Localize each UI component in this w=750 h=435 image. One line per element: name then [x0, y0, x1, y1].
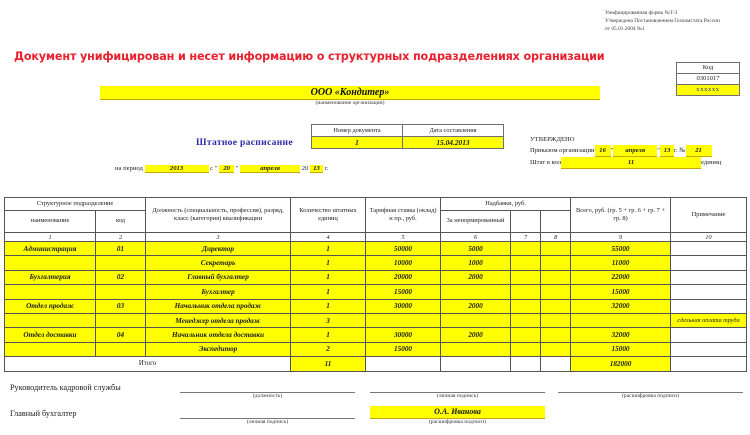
cell-allow3[interactable]: [541, 242, 571, 256]
hr-head-signature-caption: (личная подпись): [436, 393, 479, 399]
cell-allow1[interactable]: 5000: [441, 242, 511, 256]
colnum-2: 2: [96, 233, 146, 242]
cell-unit[interactable]: Администрация: [5, 242, 96, 256]
cell-allow2[interactable]: [511, 285, 541, 299]
chief-accountant-name-value[interactable]: О.А. Иванова: [370, 406, 545, 419]
cell-allow2[interactable]: [511, 313, 541, 327]
cell-position[interactable]: Директор: [146, 242, 291, 256]
cell-position[interactable]: Начальник отдела продаж: [146, 299, 291, 313]
cell-total[interactable]: 32000: [571, 328, 671, 342]
cell-rate[interactable]: 10000: [366, 256, 441, 270]
cell-total[interactable]: 55000: [571, 242, 671, 256]
cell-count[interactable]: 3: [291, 313, 366, 327]
kod-okud-value: 0301017: [677, 74, 739, 85]
cell-note[interactable]: [671, 242, 747, 256]
table-row: [5, 313, 747, 327]
kod-box: [676, 62, 740, 96]
cell-total[interactable]: 32000: [571, 299, 671, 313]
header-note: Примечание: [671, 198, 747, 233]
table-header-row-1: [5, 198, 747, 211]
colnum-5: 5: [366, 233, 441, 242]
cell-count[interactable]: 1: [291, 256, 366, 270]
cell-total[interactable]: 15000: [571, 342, 671, 356]
hr-head-title: Руководитель кадровой службы: [10, 383, 121, 392]
approval-order-label: Приказом организации: [530, 147, 595, 154]
cell-position[interactable]: Секретарь: [146, 256, 291, 270]
approval-order-month[interactable]: апреля: [613, 145, 657, 157]
cell-count[interactable]: 1: [291, 285, 366, 299]
colnum-1: 1: [5, 233, 96, 242]
cell-count[interactable]: 1: [291, 299, 366, 313]
period-quote: ": [235, 165, 239, 172]
cell-allow2[interactable]: [511, 242, 541, 256]
cell-rate[interactable]: 20000: [366, 270, 441, 284]
cell-allow2[interactable]: [511, 256, 541, 270]
approval-quote-2: ": [657, 147, 660, 154]
cell-code[interactable]: [96, 285, 146, 299]
cell-position[interactable]: Главный бухгалтер: [146, 270, 291, 284]
cell-count[interactable]: 2: [291, 342, 366, 356]
header-allowance-group: Надбавки, руб.: [441, 198, 571, 211]
header-unit-group: Структурное подразделение: [5, 198, 146, 211]
cell-position[interactable]: Бухгалтер: [146, 285, 291, 299]
cell-allow1[interactable]: [441, 342, 511, 356]
cell-allow1[interactable]: [441, 285, 511, 299]
kod-title: Код: [677, 63, 739, 74]
hr-head-position-caption: (должность): [252, 393, 283, 399]
staffing-table: [4, 197, 747, 372]
table-body: [5, 242, 747, 372]
organization-caption: (наименование организации): [315, 100, 385, 106]
form-reference-line-3: от 05.01.2004 №1: [605, 25, 645, 32]
period-line: [115, 165, 328, 173]
cell-position[interactable]: Экспедитор: [146, 342, 291, 356]
cell-allow1[interactable]: 2000: [441, 328, 511, 342]
form-reference: [605, 10, 750, 33]
footer-count[interactable]: 11: [291, 357, 366, 371]
doc-date-header: Дата составления: [403, 125, 504, 137]
colnum-6: 6: [441, 233, 511, 242]
approval-heading: УТВЕРЖДЕНО: [530, 136, 575, 143]
cell-rate[interactable]: 30000: [366, 299, 441, 313]
footer-note: [671, 357, 747, 371]
cell-allow2[interactable]: [511, 270, 541, 284]
cell-note[interactable]: [671, 299, 747, 313]
cell-total[interactable]: 11000: [571, 256, 671, 270]
colnum-7: 7: [511, 233, 541, 242]
cell-allow3[interactable]: [541, 313, 571, 327]
cell-unit[interactable]: [5, 342, 96, 356]
cell-unit[interactable]: [5, 285, 96, 299]
cell-code[interactable]: [96, 313, 146, 327]
document-number-date-table: [311, 124, 504, 149]
header-allowance-2: [511, 211, 541, 233]
cell-code[interactable]: 02: [96, 270, 146, 284]
cell-rate[interactable]: 15000: [366, 285, 441, 299]
cell-allow1[interactable]: 2000: [441, 270, 511, 284]
header-total: Всего, руб. (гр. 5 + гр. 6 + гр. 7 + гр. 8): [571, 198, 671, 233]
table-row: [5, 328, 747, 342]
approval-order-row: [530, 145, 721, 157]
cell-note[interactable]: [671, 342, 747, 356]
approval-units-label: единиц: [701, 159, 722, 166]
header-unit-name: наименование: [5, 211, 96, 233]
cell-allow3[interactable]: [541, 342, 571, 356]
table-row: [5, 299, 747, 313]
cell-allow1[interactable]: [441, 313, 511, 327]
approval-staff-row: [530, 157, 721, 169]
cell-code[interactable]: 03: [96, 299, 146, 313]
cell-position[interactable]: Менеджер отдела продаж: [146, 313, 291, 327]
cell-note[interactable]: сдельная оплата труда: [671, 313, 747, 327]
cell-count[interactable]: 1: [291, 328, 366, 342]
colnum-10: 10: [671, 233, 747, 242]
cell-allow3[interactable]: [541, 299, 571, 313]
colnum-4: 4: [291, 233, 366, 242]
header-allowance-3: [541, 211, 571, 233]
period-label: на период: [115, 165, 143, 172]
chief-accountant-signature-caption: (личная подпись): [246, 419, 289, 425]
period-day-value[interactable]: 20: [219, 165, 234, 173]
cell-note[interactable]: [671, 270, 747, 284]
cell-allow1[interactable]: 2000: [441, 299, 511, 313]
kod-okpo-value: хххххх: [677, 85, 739, 96]
cell-code[interactable]: 01: [96, 242, 146, 256]
cell-note[interactable]: [671, 256, 747, 270]
cell-allow1[interactable]: 1000: [441, 256, 511, 270]
footer-empty-7: [511, 357, 541, 371]
footer-total[interactable]: 182000: [571, 357, 671, 371]
table-row: [5, 242, 747, 256]
header-rate: Тарифная ставка (оклад) и пр., руб.: [366, 198, 441, 233]
cell-position[interactable]: Начальник отдела доставки: [146, 328, 291, 342]
colnum-3: 3: [146, 233, 291, 242]
approval-quote-1: ": [610, 147, 614, 154]
approval-order-number[interactable]: 21: [686, 145, 712, 157]
approval-block: [530, 134, 721, 169]
cell-unit[interactable]: Отдел продаж: [5, 299, 96, 313]
approval-staff-label: Штат в кол: [530, 159, 562, 166]
table-row: [5, 270, 747, 284]
period-year-suffix: г.: [324, 165, 329, 172]
cell-rate[interactable]: 50000: [366, 242, 441, 256]
banner-title: Документ унифицирован и несет информацию о структурных подразделениях организации: [14, 49, 605, 63]
header-unit-code: код: [96, 211, 146, 233]
cell-allow3[interactable]: [541, 270, 571, 284]
cell-allow2[interactable]: [511, 299, 541, 313]
chief-accountant-name-caption: (расшифровка подписи): [428, 419, 487, 425]
doc-header-row: [312, 125, 504, 137]
cell-count[interactable]: 1: [291, 270, 366, 284]
doc-date-value[interactable]: 15.04.2013: [403, 137, 504, 149]
table-row: [5, 285, 747, 299]
cell-unit[interactable]: Бухгалтерия: [5, 270, 96, 284]
cell-allow3[interactable]: [541, 328, 571, 342]
footer-empty-5: [366, 357, 441, 371]
cell-note[interactable]: [671, 285, 747, 299]
organization-field[interactable]: [100, 86, 600, 100]
cell-rate[interactable]: 30000: [366, 328, 441, 342]
document-title: Штатное расписание: [196, 137, 293, 148]
cell-unit[interactable]: [5, 256, 96, 270]
hr-head-name-caption: (расшифровка подписи): [621, 393, 680, 399]
cell-total[interactable]: [571, 313, 671, 327]
header-allowance-1: За ненормированный: [441, 211, 511, 233]
approval-order-day[interactable]: 16: [595, 145, 611, 157]
cell-unit[interactable]: Отдел доставки: [5, 328, 96, 342]
footer-empty-8: [541, 357, 571, 371]
header-count: Количество штатных единиц: [291, 198, 366, 233]
table-row: [5, 342, 747, 356]
colnum-8: 8: [541, 233, 571, 242]
approval-year-suffix: г. №: [673, 147, 686, 154]
period-year-value[interactable]: 2013: [145, 165, 209, 173]
doc-number-value[interactable]: 1: [312, 137, 403, 149]
table-column-number-row: [5, 233, 747, 242]
doc-number-header: Номер документа: [312, 125, 403, 137]
banner: [0, 44, 640, 68]
cell-count[interactable]: 1: [291, 242, 366, 256]
cell-code[interactable]: [96, 256, 146, 270]
footer-label: Итого: [5, 357, 291, 371]
cell-code[interactable]: [96, 342, 146, 356]
cell-allow3[interactable]: [541, 285, 571, 299]
form-reference-line-1: Унифицированная форма №Т-3: [605, 10, 678, 16]
cell-allow2[interactable]: [511, 342, 541, 356]
chief-accountant-title: Главный бухгалтер: [10, 409, 77, 418]
cell-total[interactable]: 15000: [571, 285, 671, 299]
cell-allow3[interactable]: [541, 256, 571, 270]
cell-note[interactable]: [671, 328, 747, 342]
period-month-value[interactable]: апреля: [240, 165, 300, 173]
period-from-label: с ": [210, 165, 218, 172]
cell-rate[interactable]: [366, 313, 441, 327]
approval-order-year[interactable]: 13: [660, 145, 674, 157]
cell-unit[interactable]: [5, 313, 96, 327]
organization-name: ООО «Кондитер»: [310, 87, 390, 98]
period-year-prefix: 20: [301, 165, 309, 172]
footer-empty-6: [441, 357, 511, 371]
doc-value-row: [312, 137, 504, 149]
cell-rate[interactable]: 15000: [366, 342, 441, 356]
period-year-short[interactable]: 13: [310, 165, 323, 173]
cell-total[interactable]: 22000: [571, 270, 671, 284]
colnum-9: 9: [571, 233, 671, 242]
table-footer-row: [5, 357, 747, 371]
approval-staff-count[interactable]: 11: [561, 157, 701, 169]
header-position: Должность (специальность, профессия), разряд, класс (категория) квалификации: [146, 198, 291, 233]
table-row: [5, 256, 747, 270]
form-reference-line-2: Утверждена Постановлением Госкомстата России: [605, 17, 720, 24]
cell-allow2[interactable]: [511, 328, 541, 342]
cell-code[interactable]: 04: [96, 328, 146, 342]
